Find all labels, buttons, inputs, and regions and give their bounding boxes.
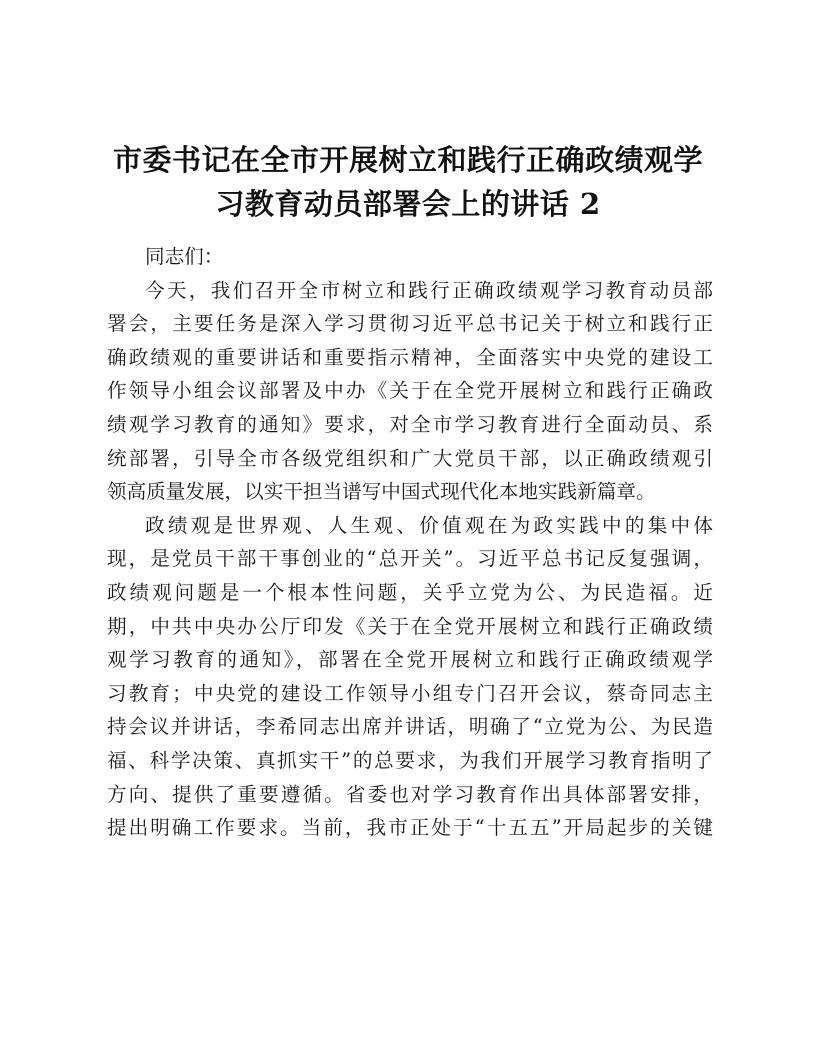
paragraph-line: 期，中共中央办公厅印发《关于在全党开展树立和践行正确政绩 (107, 614, 713, 638)
paragraph-line: 福、科学决策、真抓实干”的总要求，为我们开展学习教育指明了 (107, 748, 713, 772)
paragraph-line: 现，是党员干部干事创业的“总开关”。习近平总书记反复强调， (107, 547, 713, 571)
paragraph-line: 署会，主要任务是深入学习贯彻习近平总书记关于树立和践行正 (107, 312, 713, 336)
title-line-2: 习教育动员部署会上的讲话 2 (215, 187, 601, 221)
salutation: 同志们： (145, 245, 224, 268)
paragraph-line: 方向、提供了重要遵循。省委也对学习教育作出具体部署安排， (107, 782, 713, 806)
document-body (107, 240, 713, 845)
paragraph-1 (107, 274, 713, 509)
paragraph-line: 确政绩观的重要讲话和重要指示精神，全面落实中央党的建设工 (107, 345, 713, 369)
paragraph-line: 今天，我们召开全市树立和践行正确政绩观学习教育动员部 (145, 278, 713, 302)
paragraph-line: 绩观学习教育的通知》要求，对全市学习教育进行全面动员、系 (107, 412, 713, 436)
paragraph-line: 观学习教育的通知》，部署在全党开展树立和践行正确政绩观学 (107, 648, 713, 672)
document-title (105, 138, 711, 226)
paragraph-line: 政绩观是世界观、人生观、价值观在为政实践中的集中体 (145, 513, 713, 537)
paragraph-line: 政绩观问题是一个根本性问题，关乎立党为公、为民造福。近 (107, 580, 713, 604)
paragraph-line: 习教育；中央党的建设工作领导小组专门召开会议，蔡奇同志主 (107, 681, 713, 705)
paragraph-line: 提出明确工作要求。当前，我市正处于“十五五”开局起步的关键 (107, 816, 713, 840)
paragraph-line: 领高质量发展，以实干担当谱写中国式现代化本地实践新篇章。 (107, 480, 656, 504)
paragraph-2 (107, 509, 713, 845)
paragraph-line: 作领导小组会议部署及中办《关于在全党开展树立和践行正确政 (107, 379, 713, 403)
title-line-1: 市委书记在全市开展树立和践行正确政绩观学 (112, 143, 703, 177)
paragraph-line: 持会议并讲话，李希同志出席并讲话，明确了“立党为公、为民造 (107, 715, 713, 739)
paragraph-line: 统部署，引导全市各级党组织和广大党员干部，以正确政绩观引 (107, 446, 713, 470)
